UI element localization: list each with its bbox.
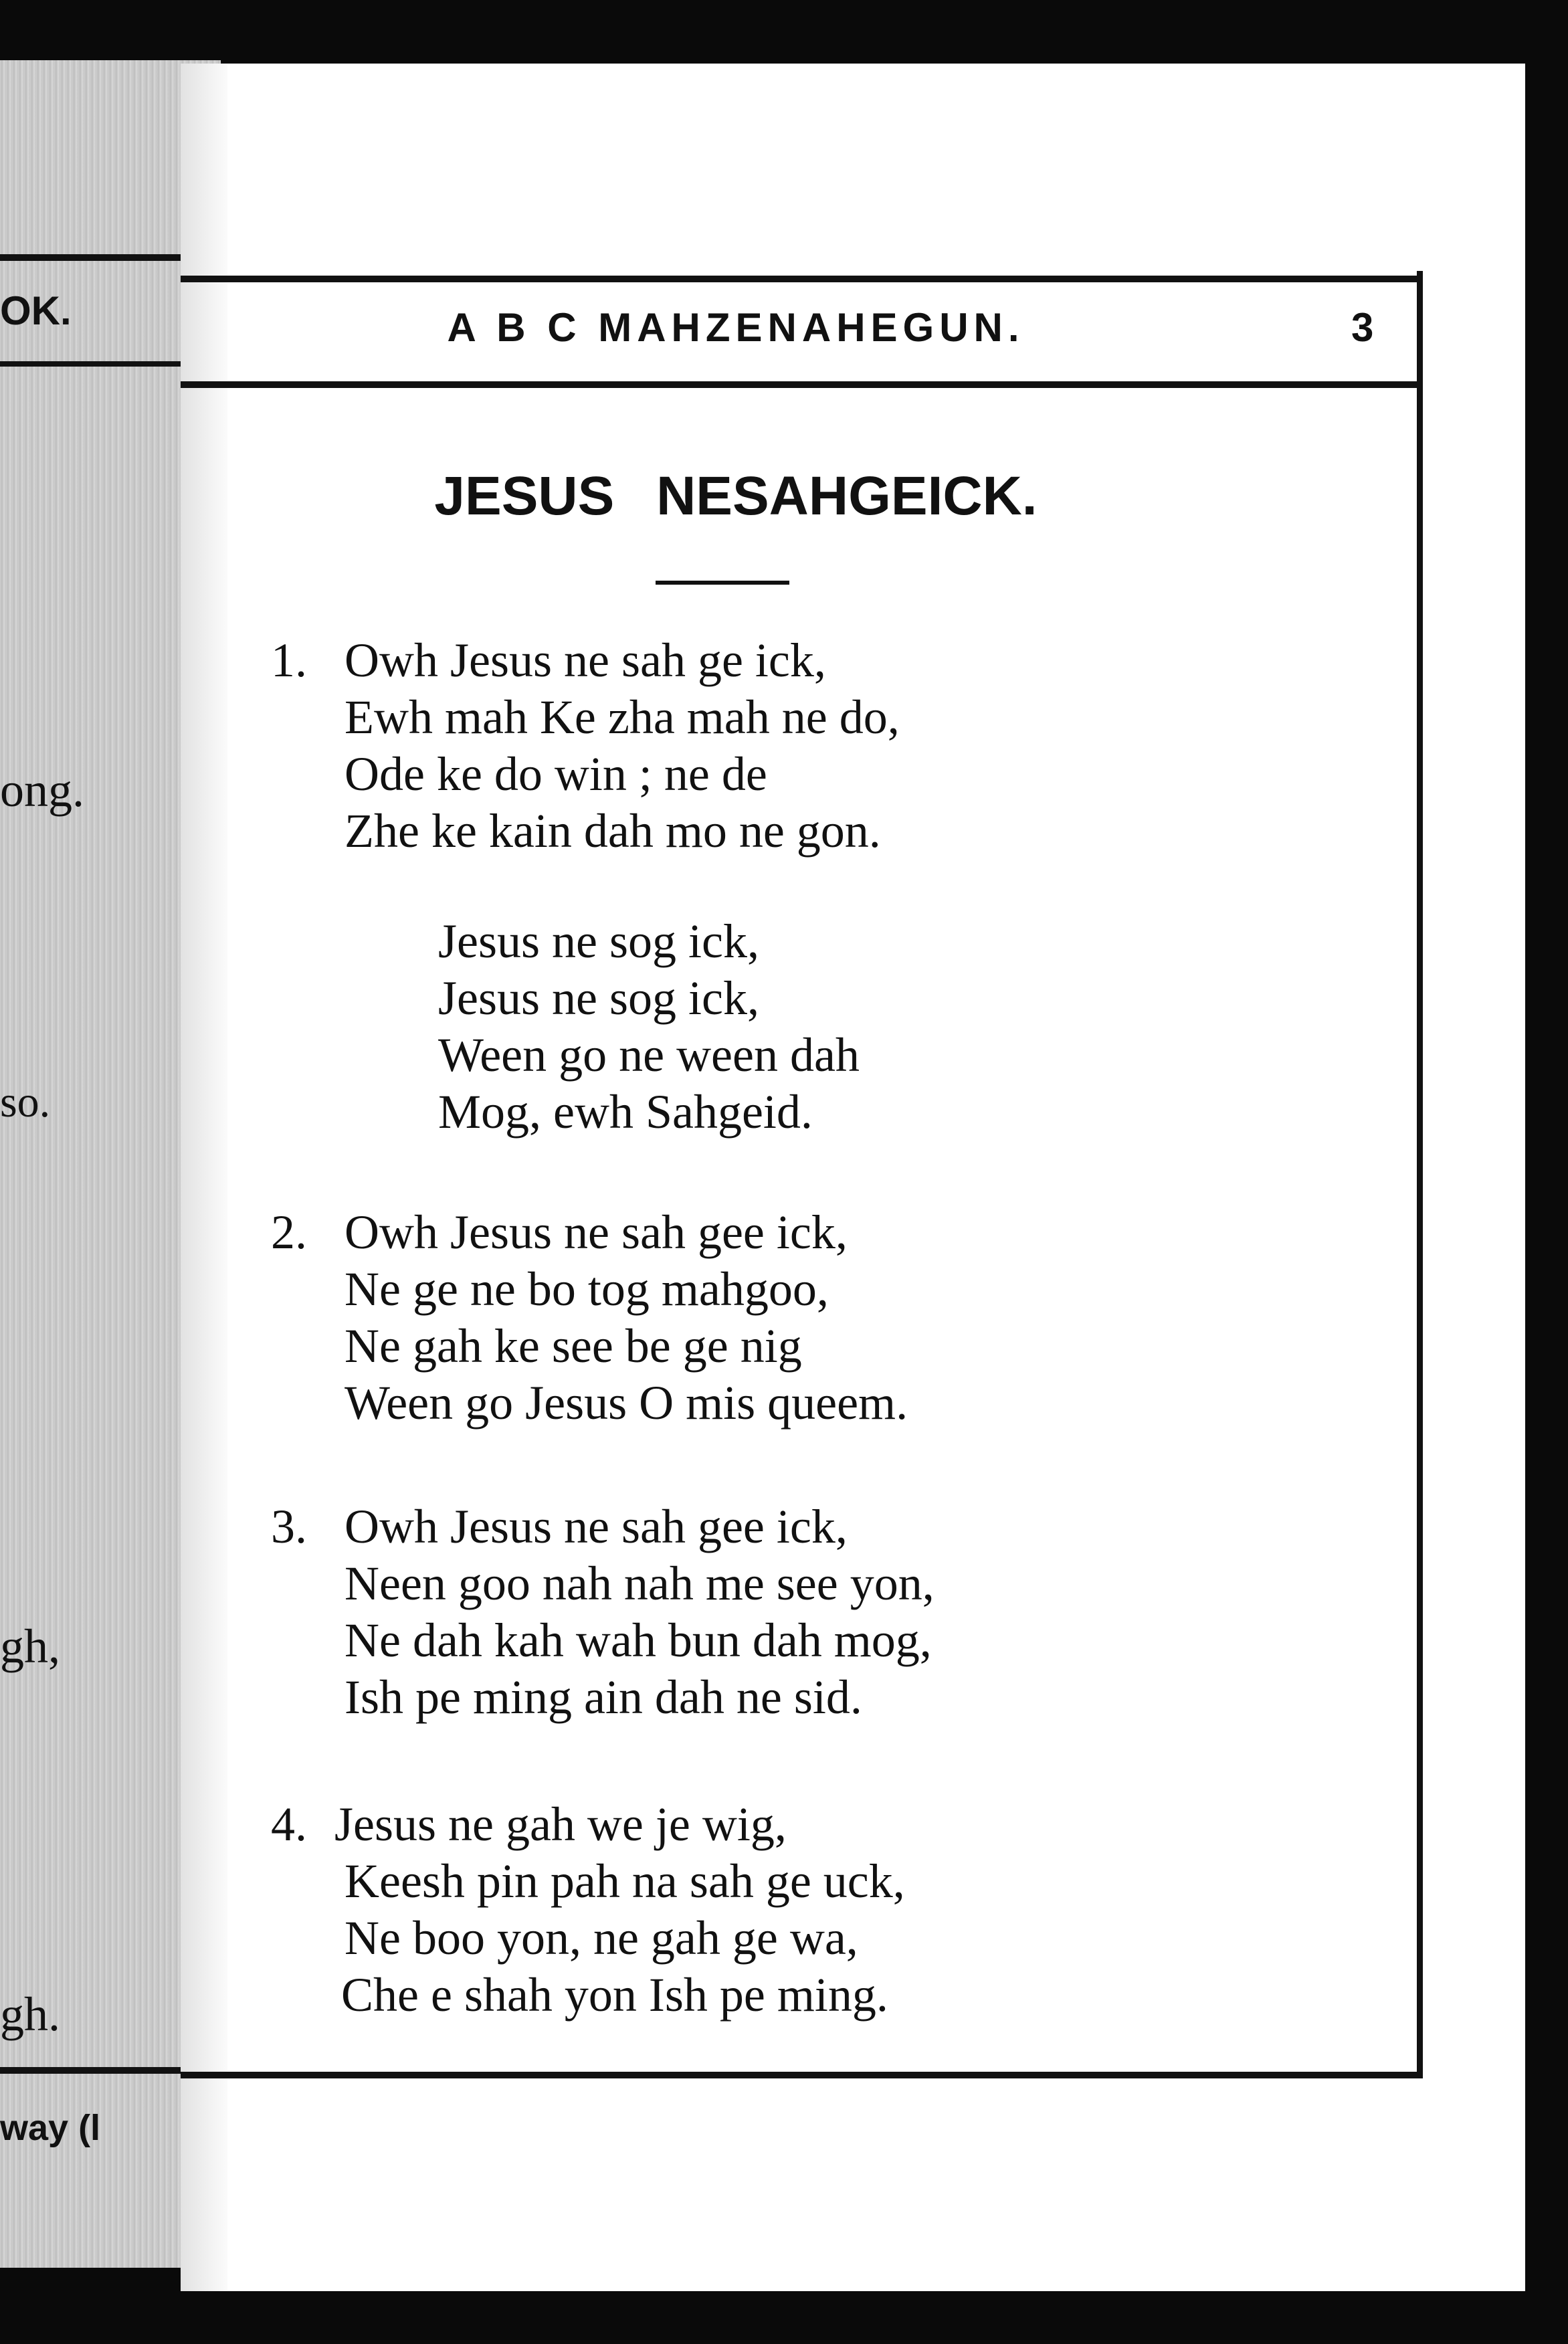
verse-line: Ode ke do win ; ne de xyxy=(345,747,767,801)
verse-line: Ewh mah Ke zha mah ne do, xyxy=(345,690,900,744)
verse-line: Owh Jesus ne sah gee ick, xyxy=(345,1205,848,1259)
left-fragment-so: so. xyxy=(0,1078,51,1127)
verse-line: Ne ge ne bo tog mahgoo, xyxy=(345,1262,829,1316)
left-page-rule-top xyxy=(0,254,187,261)
left-page-rule-header xyxy=(0,361,187,367)
left-page-rule-bottom xyxy=(0,2067,187,2074)
stanza-number: 1. xyxy=(271,633,307,687)
chorus-line: Jesus ne sog ick, xyxy=(438,914,759,968)
header-rule-top xyxy=(181,276,1418,282)
left-fragment-gh-comma: gh, xyxy=(0,1620,60,1673)
verse-line: Keesh pin pah na sah ge uck, xyxy=(345,1854,905,1908)
stanza-1 xyxy=(271,632,900,860)
verse-line: Owh Jesus ne sah ge ick, xyxy=(345,633,826,687)
verse-line: Ne boo yon, ne gah ge wa, xyxy=(345,1911,858,1965)
verse-line: Che e shah yon Ish pe ming. xyxy=(341,1968,888,2022)
header-rule-bottom xyxy=(181,381,1418,388)
left-fragment-way: way (l xyxy=(0,2108,101,2148)
stanza-number: 3. xyxy=(271,1500,307,1553)
chorus xyxy=(438,913,860,1141)
verse-line: Ween go Jesus O mis queem. xyxy=(345,1376,908,1430)
left-fragment-ong: ong. xyxy=(0,763,84,817)
chorus-line: Ween go ne ween dah xyxy=(438,1028,860,1082)
stanza-number: 4. xyxy=(271,1797,307,1851)
title-dash xyxy=(656,581,789,585)
page-frame-right xyxy=(1417,271,1423,2077)
verse-line: Ish pe ming ain dah ne sid. xyxy=(345,1670,862,1724)
footer-rule xyxy=(181,2072,1423,2078)
page-number: 3 xyxy=(1351,305,1374,350)
verse-line: Neen goo nah nah me see yon, xyxy=(345,1557,935,1610)
verse-line: Owh Jesus ne sah gee ick, xyxy=(345,1500,848,1553)
left-fragment-gh-period: gh. xyxy=(0,1987,60,2041)
stanza-3 xyxy=(271,1498,935,1726)
verse-line: Ne gah ke see be ge nig xyxy=(345,1319,802,1373)
stanza-2 xyxy=(271,1204,908,1432)
chorus-line: Jesus ne sog ick, xyxy=(438,971,759,1025)
stanza-4 xyxy=(271,1796,905,2024)
verse-line: Ne dah kah wah bun dah mog, xyxy=(345,1614,932,1667)
stanza-number: 2. xyxy=(271,1205,307,1259)
left-fragment-ok: OK. xyxy=(0,288,72,333)
verse-line: Zhe ke kain dah mo ne gon. xyxy=(345,804,881,858)
running-header: A B C MAHZENAHEGUN. xyxy=(447,305,1025,350)
hymn-title: JESUS NESAHGEICK. xyxy=(434,466,1038,526)
chorus-line: Mog, ewh Sahgeid. xyxy=(438,1085,813,1139)
verse-line: Jesus ne gah we je wig, xyxy=(334,1797,787,1851)
